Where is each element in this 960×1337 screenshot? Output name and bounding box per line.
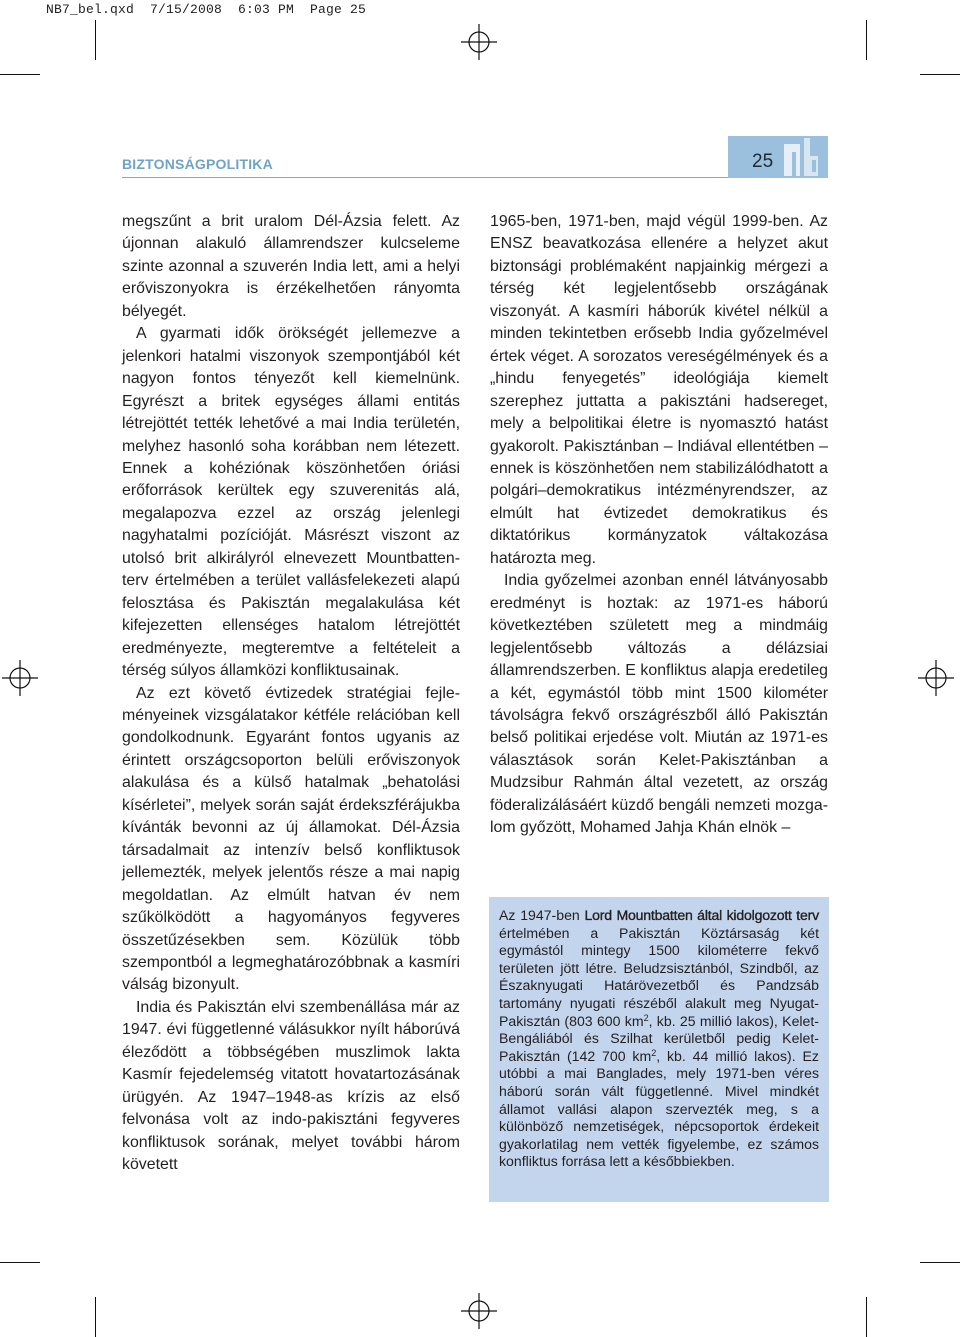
crop-mark [866, 20, 867, 60]
crop-mark [0, 1262, 40, 1263]
page-number: 25 [752, 151, 774, 172]
paragraph: megszűnt a brit uralom Dél-Ázsia felett. Az újonnan alakuló államrendszer kulcseleme szinte azonnal a szuverén India lett, ami a helyi erőviszonyokra is érzékelhetően rányomta bélyegét. [122, 213, 460, 320]
crop-mark [920, 74, 960, 75]
crop-mark [0, 74, 40, 75]
paragraph: A gyarmati idők örökségét jellemezve a jelenkori hatalmi viszonyok szempontjából két nagyon fontos tényezőt kell kiemelnünk. Egyrészt a britek egységes állami entitás létrejöttét tették lehetővé a mai India területén, melyhez hasonló soha korábban nem létezett. Ennek a kohéziónak köszönhetően óriási erőforrások kerültek egy szuverenitás alá, megalapozva ezzel az ország jelenlegi nagyhatalmi pozícióját. Másrészt viszont az utolsó brit alkirályról elnevezett Mountbatten-terv értelmében a terület vallásfelekezeti alapú felosztása és Pakisztán megalakulása két kifejezetten ellenséges hatalom létrejöttét eredményezte, megteremtve a feltételeit a térség súlyos államközi konfliktusainak. [122, 325, 460, 680]
registration-mark-icon [918, 660, 954, 696]
nb-logo-icon [782, 138, 820, 178]
registration-mark-icon [461, 24, 497, 60]
superscript: 2 [651, 1047, 657, 1058]
info-box-text-part: , kb. 25 millió lakos), Kelet-Bengáliából és Szilhat kerületből pedig Kelet-Pakisztán (142 700 km [499, 1012, 819, 1064]
paragraph: India és Pakisztán elvi szembenállása már az 1947. évi függetlenné válásukkor nyílt háborúvá éleződött a többségében muszlimok lakta Kasmír fejedelemség vitatott hovatartozásának ürügyén. Az 1947–1948-as krízis az első felvonása volt az indo-pakisztáni fegyveres konfliktusok sorának, melyet további három követett [122, 998, 460, 1174]
paragraph: 1965-ben, 1971-ben, majd végül 1999-ben. Az ENSZ beavatkozása ellenére a helyzet akut biztonsági problémaként napjainkig mérgezi a térség két legjelentősebb országának viszonyát. A kasmíri háborúk kivétel nélkül a minden tekintetben erősebb India győzelmével értek véget. A sorozatos vereségélmények és a „hindu fenyegetés” ideológiája kiemelt szerephez juttatta a pakisztáni hadsereget, mely a belpolitikai életre is nyomasztó hatást gyakorolt. Pakisztánban – Indiával ellentétben – ennek is köszönhetően nem stabilizálódhatott a polgári–demokratikus intézményrendszer, az elmúlt hat évtizedet demokratikus és diktatórikus kormányzatok váltakozása határozta meg. [490, 213, 828, 567]
paragraph: Az ezt követő évtizedek stratégiai fejleményeinek vizsgálatakor kétféle relációban kell gondolkodnunk. Egyaránt fontos ugyanis az érintett országcsoporton belüli erőviszonyok alakulása és a külső hatalmak „behatolási kísérletei”, melyek során saját érdekszférájukba kívánták bevonni az új államokat. Dél-Ázsia társadalmait az intenzív belső konfliktusok jellemezték, melyek jelentős része a mai napig megoldatlan. Az elmúlt hatvan év nem szűkölködött a hagyományos fegyveres összetűzésekben sem. Közülük több szempontból a legmeghatározóbbnak a kasmíri válság bizonyult. [122, 684, 460, 994]
left-text-column [122, 211, 460, 1176]
page-number-box [728, 136, 828, 178]
section-title: BIZTONSÁGPOLITIKA [122, 156, 273, 172]
print-slug: NB7_bel.qxd 7/15/2008 6:03 PM Page 25 [46, 2, 367, 17]
paragraph: India győzelmei azonban ennél látványosabb eredményt is hoztak: az 1971-es háború következtében született meg a mindmáig legjelentősebb változás a délázsiai államrendszerben. E konfliktus alapja eredetileg a két, egymástól több mint 1500 kilométer távolságra fekvő országrészből álló Pakisztán belső politikai erjedése volt. Miután az 1971-es választások során Kelet-Pakisztánban a Mudzsibur Rahmán által vezetett, az ország föderalizálásáért küzdő bengáli nemzeti mozgalom győzött, Mohamed Jahja Khán elnök – [490, 572, 828, 837]
info-box-text-part: értelmében a Pakisztán Köztársaság két egymástól mintegy 1500 kilométerre fekvő területen jött létre. Beludzsisztánból, Szindből, az Északnyugati Határövezetből és Pandzsáb tartomány nyugati részéből alakult meg Nyugat-Pakisztán (803 600 km [499, 924, 819, 1029]
crop-mark [866, 1297, 867, 1337]
crop-mark [920, 1262, 960, 1263]
right-text-column [490, 211, 828, 840]
registration-mark-icon [461, 1293, 497, 1329]
superscript: 2 [643, 1012, 649, 1023]
crop-mark [95, 1297, 96, 1337]
info-box-text [489, 897, 829, 1171]
info-box-intro: Az 1947-ben [499, 907, 585, 923]
info-box-text-part: , kb. 44 millió lakos). Ez utóbbi a mai Banglades, mely 1971-ben véres háború során vált függetlenné. Mivel mindkét államot vallási alapon szervezték meg, s a különböző nemzetiségek, népcsoportok érdekeit gyakorlatilag nem vették figyelembe, ez számos konfliktus forrása lett a későbbiekben. [499, 1047, 819, 1170]
info-box-highlight: Lord Mountbatten által kidolgozott terv [584, 907, 820, 923]
registration-mark-icon [2, 660, 38, 696]
crop-mark [95, 20, 96, 60]
header-rule [122, 177, 828, 178]
info-box [489, 897, 829, 1202]
